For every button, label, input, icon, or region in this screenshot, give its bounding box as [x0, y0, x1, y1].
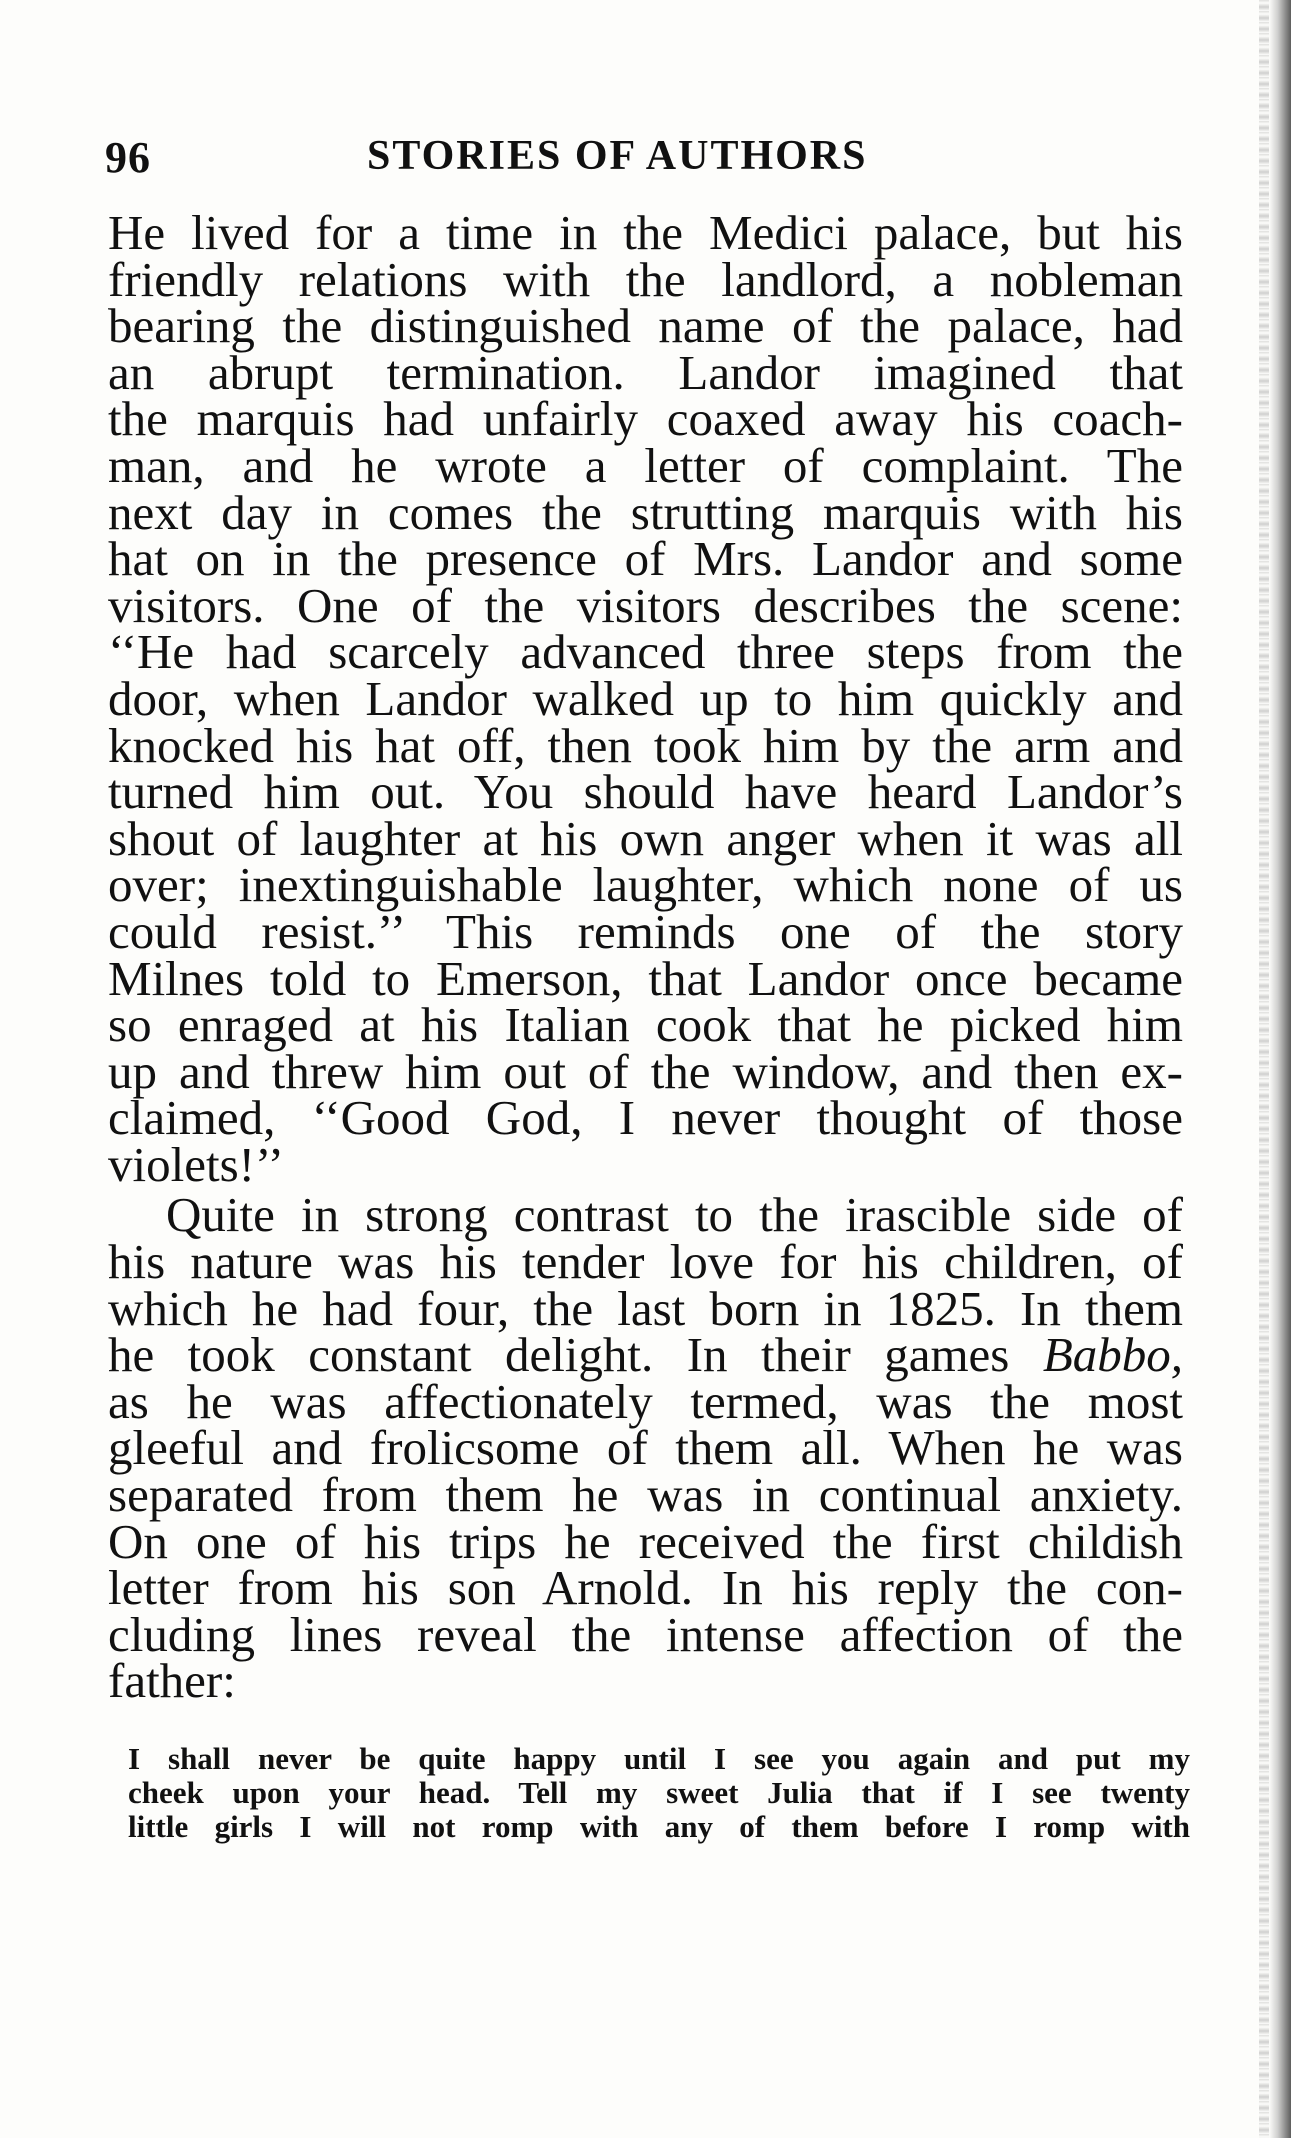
text-line: [108, 1327, 1183, 1383]
quote-line: cheek upon your head. Tell my sweet Julia that if I see twenty: [128, 1775, 1190, 1810]
text-line: gleeful and frolicsome of them all. When he was: [108, 1420, 1183, 1476]
text-line: letter from his son Arnold. In his reply the con-: [108, 1560, 1183, 1616]
text-line: man, and he wrote a letter of complaint. The: [108, 437, 1183, 493]
text-line: as he was affectionately termed, was the most: [108, 1373, 1183, 1429]
text-line: door, when Landor walked up to him quickly and: [108, 670, 1183, 726]
text-line: He lived for a time in the Medici palace, but his: [108, 205, 1183, 260]
text-line: over; inextinguishable laughter, which none of us: [108, 857, 1183, 913]
text-line: his nature was his tender love for his children, of: [108, 1234, 1183, 1290]
text-line: knocked his hat off, then took him by the arm and: [108, 717, 1183, 773]
text-line: shout of laughter at his own anger when it was all: [108, 810, 1183, 866]
text-line: cluding lines reveal the intense affection of the: [108, 1606, 1183, 1662]
text-line: an abrupt termination. Landor imagined that: [108, 344, 1183, 400]
text-line: violets!’’: [108, 1136, 284, 1192]
text-line: hat on in the presence of Mrs. Landor and some: [108, 531, 1183, 587]
text-line: which he had four, the last born in 1825. In them: [108, 1280, 1183, 1336]
page-edge-shadow: [1269, 0, 1291, 2138]
quote-line: I shall never be quite happy until I see you again and put my: [128, 1741, 1190, 1776]
text-line: next day in comes the strutting marquis with his: [108, 484, 1183, 540]
block-quote: [128, 1742, 1190, 1844]
text-line: Milnes told to Emerson, that Landor once became: [108, 950, 1183, 1006]
paragraph: [108, 205, 1183, 1192]
text-line: the marquis had unfairly coaxed away his coach-: [108, 391, 1183, 447]
text-line: visitors. One of the visitors describes the scene:: [108, 577, 1183, 633]
running-head: STORIES OF AUTHORS: [367, 133, 868, 179]
text-line: separated from them he was in continual anxiety.: [108, 1467, 1183, 1523]
text-line: On one of his trips he received the first childish: [108, 1513, 1183, 1569]
text-line: bearing the distinguished name of the palace, had: [108, 298, 1183, 354]
page-number: 96: [105, 133, 151, 182]
page-edge-speckle: [1259, 0, 1269, 2138]
text-line: up and threw him out of the window, and then ex-: [108, 1043, 1183, 1099]
text-line: so enraged at his Italian cook that he picked him: [108, 997, 1183, 1053]
italic-term: Babbo,: [1042, 1327, 1183, 1383]
text-line: father:: [108, 1653, 236, 1709]
text-line: Quite in strong contrast to the irascible side of: [166, 1187, 1183, 1243]
text-line: ‘‘He had scarcely advanced three steps from the: [108, 624, 1183, 680]
text-run: he took constant delight. In their games: [108, 1327, 1043, 1383]
page-header: [105, 132, 1175, 192]
text-line: claimed, ‘‘Good God, I never thought of those: [108, 1090, 1183, 1146]
text-line: friendly relations with the landlord, a nobleman: [108, 251, 1183, 307]
text-line: could resist.’’ This reminds one of the story: [108, 903, 1183, 959]
text-line: turned him out. You should have heard Landor’s: [108, 764, 1183, 820]
body-text: [108, 205, 1183, 1709]
quote-line: little girls I will not romp with any of them before I romp with: [128, 1809, 1190, 1844]
paragraph: [108, 1187, 1183, 1709]
